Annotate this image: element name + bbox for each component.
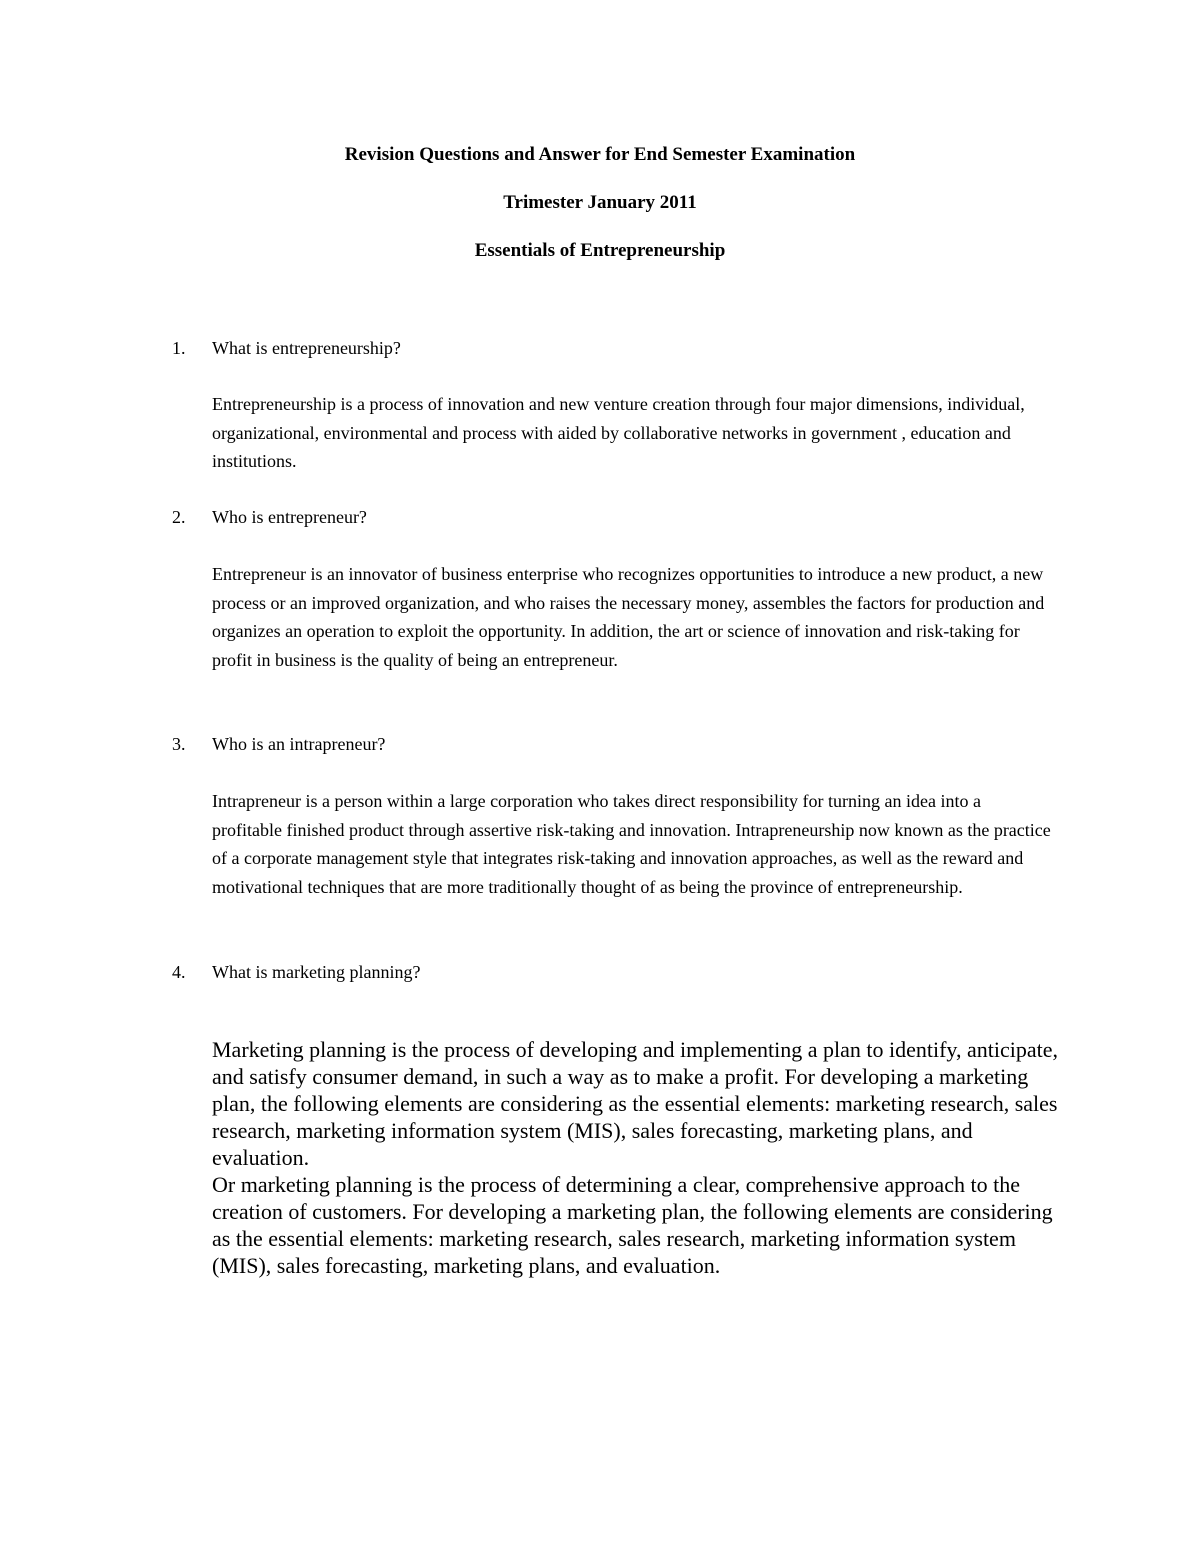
question-text: Who is entrepreneur? <box>212 507 367 527</box>
answer-text: Entrepreneur is an innovator of business enterprise who recognizes opportunities to introduce a new product, a new process or an improved organization, and who raises the necessary money, assembles the factors for production and organizes an operation to exploit the opportunity. In addition, the art or science of innovation and risk-taking for profit in business is the quality of being an entrepreneur. <box>212 564 1045 670</box>
document-term: Trimester January 2011 <box>503 192 697 213</box>
question-number: 4. <box>172 962 186 982</box>
answer-block <box>212 1036 1072 1279</box>
answer-text: Intrapreneur is a person within a large corporation who takes direct responsibility for turning an idea into a profitable finished product through assertive risk-taking and innovation. Intrapreneurship now known as the practice of a corporate management style that integrates risk-taking and innovation approaches, as well as the reward and motivational techniques that are more traditionally thought of as being the province of entrepreneurship. <box>212 791 1051 897</box>
question-number: 2. <box>172 507 186 527</box>
question-text: Who is an intrapreneur? <box>212 734 386 754</box>
question-number: 3. <box>172 734 186 754</box>
answer-text: Entrepreneurship is a process of innovation and new venture creation through four major dimensions, individual, organizational, environmental and process with aided by collaborative networks in government , education and institutions. <box>212 394 1025 471</box>
answer-paragraph: Marketing planning is the process of developing and implementing a plan to identify, anticipate, and satisfy consumer demand, in such a way as to make a profit. For developing a marketing plan, the following elements are considering as the essential elements: marketing research, sales research, marketing information system (MIS), sales forecasting, marketing plans, and evaluation. <box>212 1037 1058 1170</box>
question-number: 1. <box>172 338 186 358</box>
answer-paragraph: Or marketing planning is the process of determining a clear, comprehensive approach to the creation of customers. For developing a marketing plan, the following elements are considering as the essential elements: marketing research, sales research, marketing information system (MIS), sales forecasting, marketing plans, and evaluation. <box>212 1172 1053 1278</box>
document-subject: Essentials of Entrepreneurship <box>474 240 726 261</box>
document-title: Revision Questions and Answer for End Semester Examination <box>344 144 856 165</box>
question-text: What is entrepreneurship? <box>212 338 401 358</box>
question-text: What is marketing planning? <box>212 962 421 982</box>
